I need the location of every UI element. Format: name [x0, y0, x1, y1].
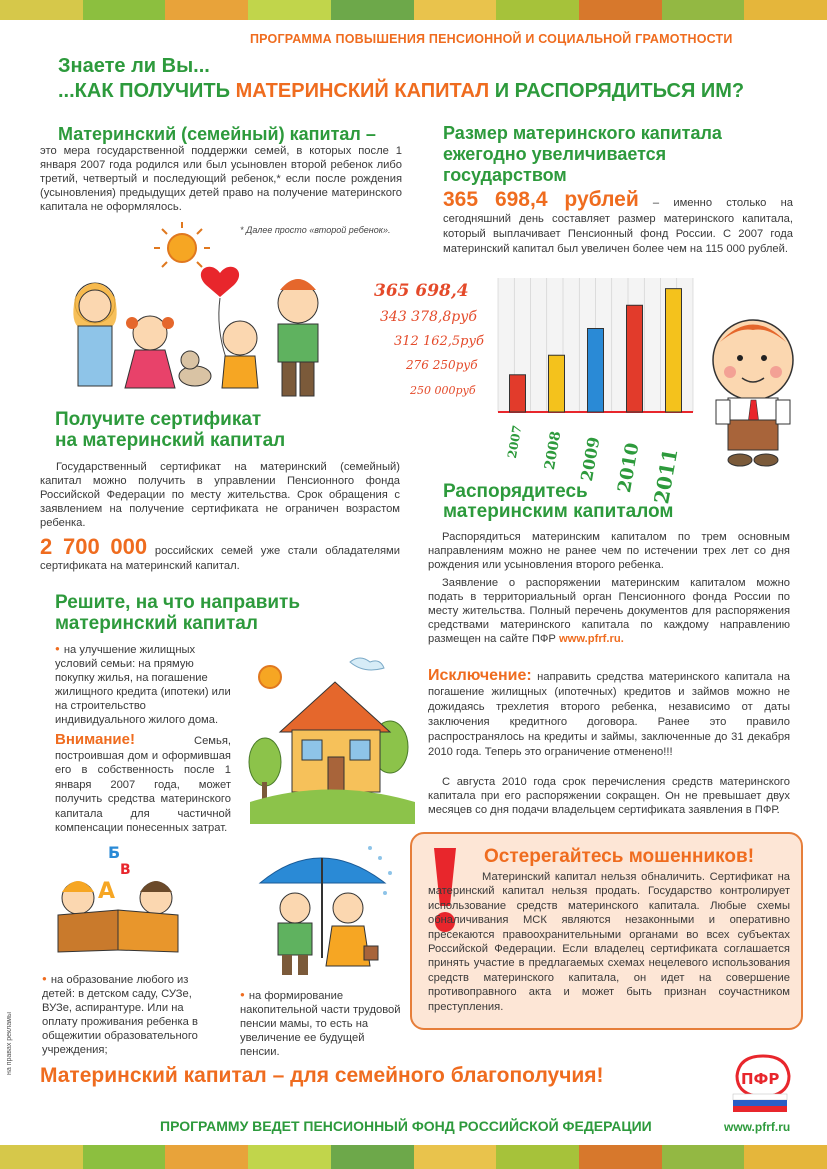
decide-heading-line2: материнский капитал: [55, 613, 258, 634]
logo-text: ПФР: [741, 1070, 780, 1088]
dispose-p2: [428, 576, 790, 646]
size-body: – именно столько на сегодняшний день составляет размер материнского капитала, который выплачивает Пенсионный фонд России. С 2007 года материнский капитал был увеличен более чем на 115 000 рублей.: [443, 197, 793, 255]
program-header: ПРОГРАММА ПОВЫШЕНИЯ ПЕНСИОННОЙ И СОЦИАЛЬНОЙ ГРАМОТНОСТИ: [250, 32, 733, 46]
advertising-note: на правах рекламы: [6, 1011, 13, 1075]
sun-icon: [259, 666, 281, 688]
chart-bar: [510, 375, 526, 412]
children-book-illustration: [38, 840, 198, 960]
exception-label: Исключение:: [428, 667, 532, 684]
chart-data-label: 365 698,4: [374, 281, 469, 301]
size-heading-line2: ежегодно увеличивается: [443, 144, 667, 164]
title-prefix: ...КАК ПОЛУЧИТЬ: [58, 80, 236, 102]
chart-x-tick-label: 2007: [504, 424, 525, 460]
certificate-count: [40, 535, 400, 574]
grandparents-illustration: [240, 838, 400, 976]
house-illustration: [240, 652, 418, 824]
footer-slogan: Материнский капитал – для семейного благополучия!: [40, 1064, 604, 1087]
dispose-p1: Распорядиться материнским капиталом по трем основным направлениям можно не ранее чем по истечении трех лет со дня рождения или усыновления второго ребенка.: [428, 531, 790, 571]
chart-data-label: 343 378,8руб: [380, 309, 477, 325]
fraud-text: Материнский капитал нельзя обналичить. Сертификат на материнский капитал нельзя продать. Государство контролирует использование средств материнского капитала. Любые схемы обналичивания МСК являются незаконными и оперативно пресекаются правоохранительными органами во всех субъектах Российской Федерации. Если владелец сертификата соглашается принять участие в предлагаемых схемах нецелевого использования средств материнского капитала, он идет на совершение противоправного акта и может быть признан соучастником преступления.: [428, 871, 790, 1013]
definition-heading: Материнский (семейный) капитал –: [58, 124, 376, 144]
title-accent: МАТЕРИНСКИЙ КАПИТАЛ: [235, 80, 490, 102]
dispose-p2-text: Заявление о распоряжении материнским капиталом можно подать в территориальный орган Пенсионного фонда России по месту жительства. Полный перечень документов для распоряжения средствами материнского капитала по каждому направлению размещен на сайте ПФР: [428, 577, 790, 645]
capital-amount: 365 698,4 рублей: [443, 188, 639, 211]
sun-icon: [154, 222, 210, 267]
chart-bar: [627, 305, 643, 412]
footer-program: ПРОГРАММУ ВЕДЕТ ПЕНСИОННЫЙ ФОНД РОССИЙСКОЙ ФЕДЕРАЦИИ: [160, 1118, 652, 1134]
footer-site-link[interactable]: www.pfrf.ru: [724, 1120, 791, 1134]
chart-x-tick-label: 2011: [649, 446, 683, 506]
chart-x-tick-label: 2010: [614, 441, 644, 495]
pension-option: ● на формирование накопительной части трудовой пенсии мамы, то есть на увеличение ее будущей пенсии.: [240, 988, 405, 1059]
chart-bar: [588, 329, 604, 412]
family-illustration: [40, 228, 410, 406]
dispose-heading-line2: материнским капиталом: [443, 501, 674, 522]
fraud-heading: Остерегайтесь мошенников!: [484, 846, 755, 867]
decide-heading-line1: Решите, на что направить: [55, 592, 301, 613]
size-heading-line1: Размер материнского капитала: [443, 123, 722, 143]
pfr-logo: [729, 1052, 797, 1114]
svg-text:В: В: [120, 862, 131, 878]
attention-text: [55, 733, 231, 836]
dispose-heading-line1: Распорядитесь: [443, 481, 588, 502]
certificate-text: Государственный сертификат на материнский (семейный) капитал можно получить в управлении Пенсионного фонда Российской Федерации по месту жительства. Срок обращения с заявлением на получение сертификата не ограничен возрастом ребенка.: [40, 461, 400, 529]
pfr-site-link[interactable]: www.pfrf.ru.: [558, 633, 624, 645]
heart-balloon-icon: [201, 267, 239, 297]
attention-label: Внимание!: [55, 731, 135, 748]
page-title: [58, 80, 744, 103]
bottom-color-stripe: [0, 1145, 827, 1169]
transfer-text: С августа 2010 года срок перечисления средств материнского капитала при его распоряжении сокращен. Он не превышает двух месяцев со дня подачи владельцем сертификата заявления в ПФР.: [428, 776, 790, 816]
chart-bar: [666, 289, 682, 412]
housing-option: ● на улучшение жилищных условий семьи: на прямую покупку жилья, на погашение жилищного кредита (ипотеки) или на строительство индивидуального жилого дома.: [55, 642, 231, 727]
exception-text: [428, 668, 790, 760]
svg-text:Б: Б: [108, 843, 121, 862]
chart-bar: [549, 355, 565, 412]
chart-data-label: 312 162,5руб: [394, 334, 484, 349]
education-option: ● на образование любого из детей: в детском саду, СУЗе, ВУЗе, аспирантуре. Или на оплату проживания ребенка в общежитии образовательного учреждения;: [42, 972, 212, 1057]
chart-data-label: 250 000руб: [410, 384, 476, 397]
boy-character: [713, 320, 793, 466]
top-color-stripe: [0, 0, 827, 20]
chart-data-label: 276 250руб: [406, 358, 478, 372]
definition-footnote: * Далее просто «второй ребенок».: [240, 225, 391, 235]
definition-text: это мера государственной поддержки семей, в которых после 1 января 2007 года родился или был усыновлен второй ребенок либо третий, четвертый и последующий ребенок,* если после рождения (усыновления) предыдущих детей право на получение материнского капитала не оформлялось.: [40, 145, 402, 213]
certificate-heading-line2: на материнский капитал: [55, 430, 286, 451]
exception-body: направить средства материнского капитала на погашение жилищных (ипотечных) кредитов и займов можно не дожидаясь трехлетия второго ребенка, независимо от даты заключения кредитного договора. Ранее это правило распространялось на кредиты и займы, заключенные до 31 декабря 2010 года. Теперь это ограничение отменено!!!: [428, 671, 790, 758]
svg-text:А: А: [98, 879, 116, 904]
chart-x-tick-label: 2008: [541, 429, 565, 472]
title-line1: Знаете ли Вы...: [58, 55, 210, 77]
title-suffix: И РАСПОРЯДИТЬСЯ ИМ?: [489, 80, 745, 102]
chart-x-tick-label: 2009: [576, 435, 604, 483]
certificate-heading-line1: Получите сертификат: [55, 409, 262, 430]
attention-body: Семья, построившая дом и оформившая его в собственность после 1 января 2007 года, может получить средства материнского капитала для частичной компенсации понесенных затрат.: [55, 735, 231, 834]
size-text: [443, 188, 793, 257]
certificate-count-text: российских семей уже стали обладателями сертификата на материнский капитал.: [40, 545, 400, 572]
certificate-count-number: 2 700 000: [40, 534, 148, 559]
size-heading-line3: государством: [443, 165, 567, 185]
